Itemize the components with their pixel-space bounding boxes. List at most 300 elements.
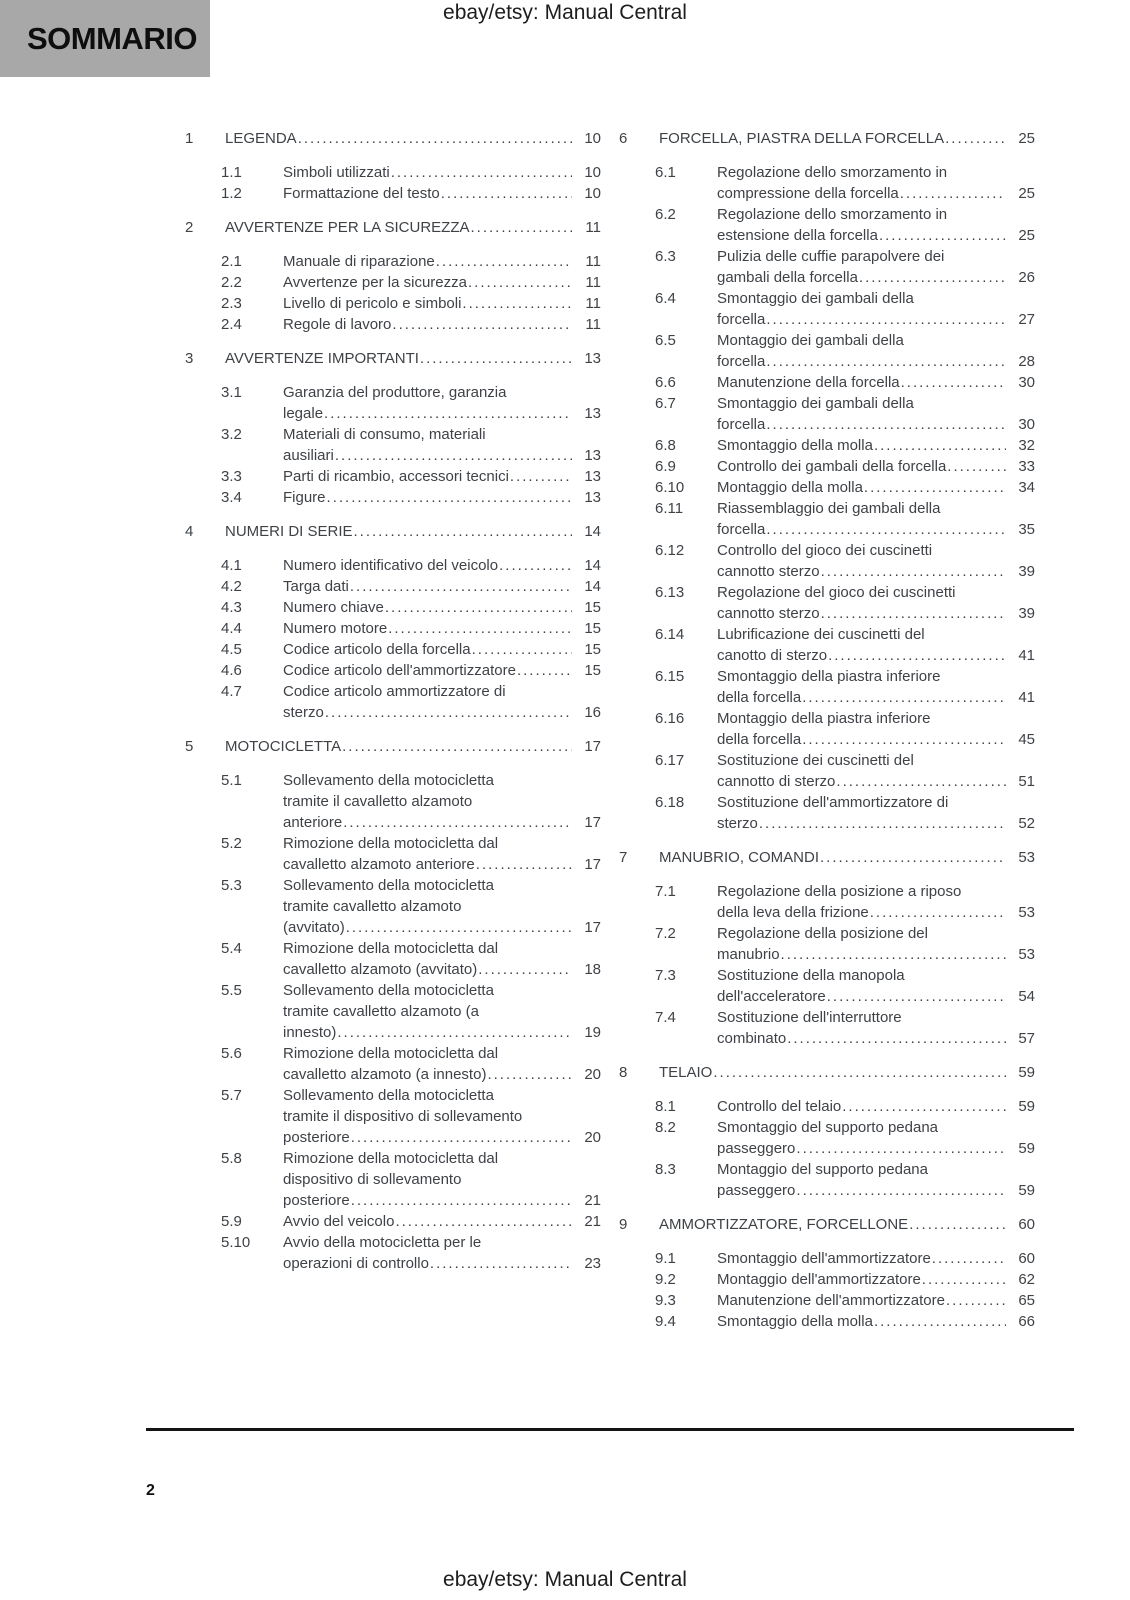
toc-leader-dots (353, 521, 572, 542)
toc-entry-number: 3.2 (221, 426, 242, 443)
toc-title-line: Regolazione della posizione del (717, 925, 928, 942)
toc-entry-3.1 (185, 382, 601, 424)
toc-entry-number: 6.12 (655, 542, 685, 559)
toc-entry-number: 5.5 (221, 982, 242, 999)
toc-entry-6.9 (619, 456, 1035, 477)
toc-leader-dots (819, 847, 1006, 868)
toc-title-line: Montaggio dei gambali della (717, 332, 904, 349)
toc-leader-dots (863, 477, 1006, 498)
toc-title-line: Smontaggio del supporto pedana (717, 1119, 939, 1136)
toc-entry-number: 9.2 (655, 1271, 676, 1288)
toc-entry-page: 53 (1018, 849, 1035, 866)
toc-leader-dots (326, 487, 572, 508)
toc-entry-title (717, 1311, 1035, 1332)
toc-leader-dots (765, 309, 1006, 330)
toc-entry-number: 6.15 (655, 668, 685, 685)
toc-entry-5.5 (185, 980, 601, 1043)
toc-entry-title (717, 750, 1035, 792)
section-label: SOMMARIO (27, 20, 197, 56)
toc-entry-page: 52 (1018, 815, 1035, 832)
toc-entry-number: 6.6 (655, 374, 676, 391)
toc-leader-dots (324, 702, 572, 723)
toc-title-line: Smontaggio dei gambali della (717, 290, 914, 307)
toc-title-line: cannotto sterzo (717, 563, 820, 580)
toc-title-line: Smontaggio della piastra inferiore (717, 668, 941, 685)
toc-leader-dots (390, 162, 572, 183)
toc-entry-6.8 (619, 435, 1035, 456)
toc-title-line: cavalletto alzamoto (a innesto) (283, 1066, 487, 1083)
toc-title-line: Manutenzione della forcella (717, 374, 900, 391)
toc-entry-title (283, 555, 601, 576)
toc-entry-title (225, 128, 601, 149)
toc-entry-page: 19 (584, 1024, 601, 1041)
toc-left-column (185, 128, 601, 1274)
toc-entry-page: 17 (584, 738, 601, 755)
toc-entry-number: 2.2 (221, 274, 242, 291)
toc-title-line: MANUBRIO, COMANDI (659, 849, 820, 866)
toc-leader-dots (712, 1062, 1006, 1083)
toc-entry-4.7 (185, 681, 601, 723)
toc-leader-dots (801, 729, 1006, 750)
toc-entry-number: 6.10 (655, 479, 685, 496)
toc-title-line: Montaggio della molla (717, 479, 863, 496)
toc-entry-number: 6.3 (655, 248, 676, 265)
toc-leader-dots (765, 414, 1006, 435)
toc-entry-title (717, 330, 1035, 372)
toc-entry-number: 6.13 (655, 584, 685, 601)
toc-title-line: Manuale di riparazione (283, 253, 435, 270)
toc-entry-page: 59 (1018, 1064, 1035, 1081)
toc-entry-page: 15 (584, 641, 601, 658)
toc-entry-4.4 (185, 618, 601, 639)
toc-entry-3.2 (185, 424, 601, 466)
toc-title-line: Pulizia delle cuffie parapolvere dei (717, 248, 945, 265)
toc-entry-page: 57 (1018, 1030, 1035, 1047)
toc-leader-dots (461, 293, 572, 314)
toc-title-line: Codice articolo ammortizzatore di (283, 683, 506, 700)
toc-entry-number: 8.3 (655, 1161, 676, 1178)
toc-entry-title (717, 881, 1035, 923)
toc-entry-page: 25 (1018, 185, 1035, 202)
toc-entry-6.5 (619, 330, 1035, 372)
toc-leader-dots (391, 314, 572, 335)
toc-title-line: AVVERTENZE IMPORTANTI (225, 350, 419, 367)
toc-leader-dots (429, 1253, 572, 1274)
toc-entry-9.2 (619, 1269, 1035, 1290)
toc-leader-dots (345, 917, 572, 938)
toc-entry-title (659, 1062, 1035, 1083)
toc-entry-2.1 (185, 251, 601, 272)
toc-leader-dots (475, 854, 572, 875)
toc-entry-1 (185, 128, 601, 149)
toc-title-line: Numero chiave (283, 599, 384, 616)
toc-leader-dots (341, 736, 572, 757)
toc-title-line: forcella (717, 311, 766, 328)
toc-leader-dots (795, 1180, 1006, 1201)
toc-title-line: Regole di lavoro (283, 316, 392, 333)
toc-title-line: Regolazione della posizione a riposo (717, 883, 962, 900)
toc-entry-title (283, 576, 601, 597)
toc-entry-number: 6.8 (655, 437, 676, 454)
toc-title-line: posteriore (283, 1192, 350, 1209)
toc-leader-dots (334, 445, 572, 466)
toc-title-line: manubrio (717, 946, 780, 963)
toc-title-line: Lubrificazione dei cuscinetti del (717, 626, 925, 643)
toc-entry-number: 3 (185, 350, 194, 367)
toc-leader-dots (486, 1064, 572, 1085)
toc-entry-6.3 (619, 246, 1035, 288)
toc-title-line: Sostituzione della manopola (717, 967, 905, 984)
toc-entry-2.2 (185, 272, 601, 293)
toc-title-line: forcella (717, 521, 766, 538)
toc-title-line: passeggero (717, 1140, 796, 1157)
toc-title-line: ausiliari (283, 447, 334, 464)
toc-title-line: operazioni di controllo (283, 1255, 429, 1272)
toc-entry-number: 6.14 (655, 626, 685, 643)
toc-title-line: tramite cavalletto alzamoto (283, 898, 462, 915)
toc-entry-7.3 (619, 965, 1035, 1007)
toc-title-line: cannotto sterzo (717, 605, 820, 622)
toc-title-line: Sollevamento della motocicletta (283, 772, 494, 789)
toc-entry-number: 4 (185, 523, 194, 540)
toc-entry-page: 10 (584, 164, 601, 181)
toc-entry-page: 13 (584, 405, 601, 422)
toc-leader-dots (921, 1269, 1006, 1290)
toc-entry-title (717, 162, 1035, 204)
toc-leader-dots (350, 1127, 572, 1148)
toc-title-line: Controllo dei gambali della forcella (717, 458, 947, 475)
toc-entry-8 (619, 1062, 1035, 1083)
toc-entry-title (659, 128, 1035, 149)
toc-title-line: cavalletto alzamoto (avvitato) (283, 961, 478, 978)
toc-entry-page: 15 (584, 599, 601, 616)
toc-entry-5.10 (185, 1232, 601, 1274)
toc-entry-number: 5.2 (221, 835, 242, 852)
toc-leader-dots (858, 267, 1006, 288)
toc-entry-number: 7.3 (655, 967, 676, 984)
toc-entry-page: 13 (584, 468, 601, 485)
toc-entry-page: 20 (584, 1129, 601, 1146)
toc-entry-title (283, 618, 601, 639)
toc-leader-dots (758, 813, 1006, 834)
toc-entry-page: 53 (1018, 904, 1035, 921)
toc-entry-page: 16 (584, 704, 601, 721)
toc-title-line: dispositivo di sollevamento (283, 1171, 462, 1188)
toc-title-line: Parti di ricambio, accessori tecnici (283, 468, 509, 485)
toc-entry-title (283, 314, 601, 335)
toc-entry-number: 4.1 (221, 557, 242, 574)
toc-entry-title (717, 288, 1035, 330)
toc-entry-number: 3.1 (221, 384, 242, 401)
toc-entry-title (717, 372, 1035, 393)
toc-leader-dots (384, 597, 572, 618)
toc-entry-number: 6.4 (655, 290, 676, 307)
toc-title-line: Targa dati (283, 578, 349, 595)
toc-entry-number: 4.7 (221, 683, 242, 700)
toc-leader-dots (869, 902, 1006, 923)
toc-leader-dots (786, 1028, 1006, 1049)
toc-entry-6.18 (619, 792, 1035, 834)
toc-title-line: Garanzia del produttore, garanzia (283, 384, 507, 401)
toc-title-line: estensione della forcella (717, 227, 878, 244)
toc-title-line: MOTOCICLETTA (225, 738, 342, 755)
toc-entry-6 (619, 128, 1035, 149)
toc-entry-6.1 (619, 162, 1035, 204)
toc-entry-6.14 (619, 624, 1035, 666)
toc-entry-number: 6.16 (655, 710, 685, 727)
toc-entry-5.7 (185, 1085, 601, 1148)
toc-entry-title (283, 639, 601, 660)
toc-entry-number: 5.9 (221, 1213, 242, 1230)
toc-entry-title (283, 1148, 601, 1211)
toc-entry-page: 14 (584, 523, 601, 540)
toc-entry-title (283, 293, 601, 314)
toc-title-line: Codice articolo dell'ammortizzatore (283, 662, 516, 679)
toc-entry-page: 17 (584, 856, 601, 873)
toc-entry-title (283, 833, 601, 875)
toc-entry-page: 30 (1018, 416, 1035, 433)
toc-entry-2.4 (185, 314, 601, 335)
toc-entry-title (283, 487, 601, 508)
toc-entry-4.6 (185, 660, 601, 681)
toc-title-line: FORCELLA, PIASTRA DELLA FORCELLA (659, 130, 945, 147)
toc-leader-dots (878, 225, 1006, 246)
toc-title-line: legale (283, 405, 324, 422)
toc-title-line: della forcella (717, 689, 802, 706)
toc-leader-dots (765, 351, 1006, 372)
toc-entry-page: 21 (584, 1192, 601, 1209)
toc-title-line: della forcella (717, 731, 802, 748)
toc-entry-6.17 (619, 750, 1035, 792)
toc-entry-number: 2 (185, 219, 194, 236)
toc-title-line: Sollevamento della motocicletta (283, 1087, 494, 1104)
toc-entry-7.2 (619, 923, 1035, 965)
toc-entry-page: 32 (1018, 437, 1035, 454)
toc-title-line: AMMORTIZZATORE, FORCELLONE (659, 1216, 909, 1233)
toc-title-line: Avvio del veicolo (283, 1213, 395, 1230)
toc-entry-number: 5.6 (221, 1045, 242, 1062)
toc-title-line: Numero motore (283, 620, 388, 637)
toc-title-line: compressione della forcella (717, 185, 899, 202)
toc-entry-page: 13 (584, 447, 601, 464)
toc-leader-dots (780, 944, 1006, 965)
toc-title-line: sterzo (717, 815, 758, 832)
toc-entry-title (283, 1043, 601, 1085)
toc-entry-number: 9.3 (655, 1292, 676, 1309)
toc-entry-title (717, 540, 1035, 582)
toc-entry-page: 65 (1018, 1292, 1035, 1309)
toc-entry-number: 6.11 (655, 500, 684, 517)
toc-entry-number: 6 (619, 130, 628, 147)
toc-entry-page: 33 (1018, 458, 1035, 475)
toc-title-line: Montaggio del supporto pedana (717, 1161, 928, 1178)
toc-entry-title (225, 348, 601, 369)
toc-entry-page: 41 (1018, 647, 1035, 664)
toc-title-line: canotto di sterzo (717, 647, 828, 664)
toc-leader-dots (826, 986, 1006, 1007)
toc-entry-5.9 (185, 1211, 601, 1232)
toc-title-line: Controllo del telaio (717, 1098, 842, 1115)
toc-leader-dots (873, 435, 1006, 456)
toc-entry-title (283, 466, 601, 487)
toc-entry-number: 5.4 (221, 940, 242, 957)
toc-entry-number: 5.7 (221, 1087, 242, 1104)
toc-title-line: (avvitato) (283, 919, 345, 936)
toc-entry-4.3 (185, 597, 601, 618)
toc-title-line: sterzo (283, 704, 324, 721)
toc-leader-dots (498, 555, 572, 576)
toc-leader-dots (801, 687, 1006, 708)
toc-entry-title (225, 736, 601, 757)
toc-leader-dots (342, 812, 572, 833)
toc-leader-dots (470, 217, 572, 238)
toc-title-line: Materiali di consumo, materiali (283, 426, 486, 443)
toc-title-line: Formattazione del testo (283, 185, 440, 202)
toc-entry-page: 18 (584, 961, 601, 978)
toc-entry-title (283, 162, 601, 183)
toc-title-line: Smontaggio dell'ammortizzatore (717, 1250, 931, 1267)
toc-entry-title (225, 521, 601, 542)
toc-title-line: Smontaggio dei gambali della (717, 395, 914, 412)
toc-entry-page: 23 (584, 1255, 601, 1272)
toc-entry-title (283, 660, 601, 681)
toc-entry-title (283, 1232, 601, 1274)
toc-entry-title (717, 1007, 1035, 1049)
toc-entry-title (283, 938, 601, 980)
toc-entry-title (717, 477, 1035, 498)
toc-entry-page: 39 (1018, 605, 1035, 622)
toc-entry-title (717, 582, 1035, 624)
toc-entry-page: 25 (1018, 130, 1035, 147)
toc-title-line: anteriore (283, 814, 343, 831)
toc-entry-number: 7.1 (655, 883, 676, 900)
toc-entry-number: 6.17 (655, 752, 685, 769)
toc-entry-page: 41 (1018, 689, 1035, 706)
toc-entry-number: 6.7 (655, 395, 676, 412)
toc-entry-4.1 (185, 555, 601, 576)
toc-title-line: Codice articolo della forcella (283, 641, 471, 658)
toc-leader-dots (323, 403, 572, 424)
toc-title-line: della leva della frizione (717, 904, 869, 921)
toc-entry-6.4 (619, 288, 1035, 330)
toc-entry-2 (185, 217, 601, 238)
toc-entry-9.1 (619, 1248, 1035, 1269)
toc-entry-title (225, 217, 601, 238)
toc-entry-title (717, 435, 1035, 456)
toc-entry-number: 4.6 (221, 662, 242, 679)
toc-title-line: Numero identificativo del veicolo (283, 557, 499, 574)
toc-leader-dots (873, 1311, 1006, 1332)
toc-entry-title (717, 246, 1035, 288)
toc-entry-title (283, 681, 601, 723)
toc-leader-dots (349, 576, 572, 597)
toc-title-line: Riassemblaggio dei gambali della (717, 500, 941, 517)
toc-title-line: TELAIO (659, 1064, 713, 1081)
toc-leader-dots (900, 372, 1006, 393)
toc-entry-page: 15 (584, 662, 601, 679)
toc-title-line: forcella (717, 353, 766, 370)
toc-entry-title (717, 1248, 1035, 1269)
toc-entry-title (283, 424, 601, 466)
toc-entry-number: 4.4 (221, 620, 242, 637)
toc-entry-number: 3.4 (221, 489, 242, 506)
toc-title-line: combinato (717, 1030, 787, 1047)
toc-entry-title (717, 498, 1035, 540)
toc-leader-dots (394, 1211, 572, 1232)
toc-entry-7.1 (619, 881, 1035, 923)
toc-title-line: Livello di pericolo e simboli (283, 295, 462, 312)
toc-entry-page: 59 (1018, 1098, 1035, 1115)
toc-entry-title (717, 1269, 1035, 1290)
toc-entry-title (283, 272, 601, 293)
footer-title: ebay/etsy: Manual Central (443, 1568, 687, 1591)
toc-leader-dots (931, 1248, 1006, 1269)
toc-entry-title (717, 792, 1035, 834)
toc-entry-page: 60 (1018, 1250, 1035, 1267)
toc-entry-8.3 (619, 1159, 1035, 1201)
toc-leader-dots (419, 348, 572, 369)
toc-leader-dots (471, 639, 572, 660)
toc-title-line: gambali della forcella (717, 269, 858, 286)
toc-entry-6.11 (619, 498, 1035, 540)
toc-title-line: tramite il dispositivo di sollevamento (283, 1108, 523, 1125)
toc-entry-5.3 (185, 875, 601, 938)
toc-title-line: Sollevamento della motocicletta (283, 877, 494, 894)
toc-title-line: Avvertenze per la sicurezza (283, 274, 467, 291)
toc-entry-page: 59 (1018, 1182, 1035, 1199)
toc-title-line: Controllo del gioco dei cuscinetti (717, 542, 933, 559)
toc-entry-title (717, 1117, 1035, 1159)
toc-title-line: Manutenzione dell'ammortizzatore (717, 1292, 945, 1309)
toc-entry-9 (619, 1214, 1035, 1235)
toc-title-line: Avvio della motocicletta per le (283, 1234, 482, 1251)
toc-entry-page: 30 (1018, 374, 1035, 391)
toc-entry-title (717, 708, 1035, 750)
toc-entry-number: 5.3 (221, 877, 242, 894)
toc-entry-5.6 (185, 1043, 601, 1085)
toc-leader-dots (387, 618, 572, 639)
toc-title-line: Smontaggio della molla (717, 1313, 873, 1330)
toc-entry-1.1 (185, 162, 601, 183)
toc-entry-page: 25 (1018, 227, 1035, 244)
toc-entry-6.6 (619, 372, 1035, 393)
toc-leader-dots (820, 561, 1006, 582)
toc-entry-page: 10 (584, 130, 601, 147)
toc-entry-page: 53 (1018, 946, 1035, 963)
toc-title-line: Regolazione dello smorzamento in (717, 206, 948, 223)
toc-entry-number: 4.5 (221, 641, 242, 658)
page-number: 2 (146, 1482, 155, 1499)
toc-entry-5.1 (185, 770, 601, 833)
toc-entry-6.10 (619, 477, 1035, 498)
toc-title-line: tramite il cavalletto alzamoto (283, 793, 473, 810)
toc-title-line: cavalletto alzamoto anteriore (283, 856, 475, 873)
toc-entry-page: 35 (1018, 521, 1035, 538)
toc-entry-number: 6.1 (655, 164, 676, 181)
toc-entry-3.3 (185, 466, 601, 487)
toc-title-line: Montaggio della piastra inferiore (717, 710, 931, 727)
toc-leader-dots (841, 1096, 1006, 1117)
toc-entry-9.4 (619, 1311, 1035, 1332)
toc-entry-number: 1 (185, 130, 194, 147)
toc-entry-page: 39 (1018, 563, 1035, 580)
toc-leader-dots (795, 1138, 1006, 1159)
toc-entry-1.2 (185, 183, 601, 204)
toc-entry-number: 1.2 (221, 185, 242, 202)
toc-entry-page: 13 (584, 350, 601, 367)
toc-entry-page: 27 (1018, 311, 1035, 328)
toc-leader-dots (908, 1214, 1006, 1235)
